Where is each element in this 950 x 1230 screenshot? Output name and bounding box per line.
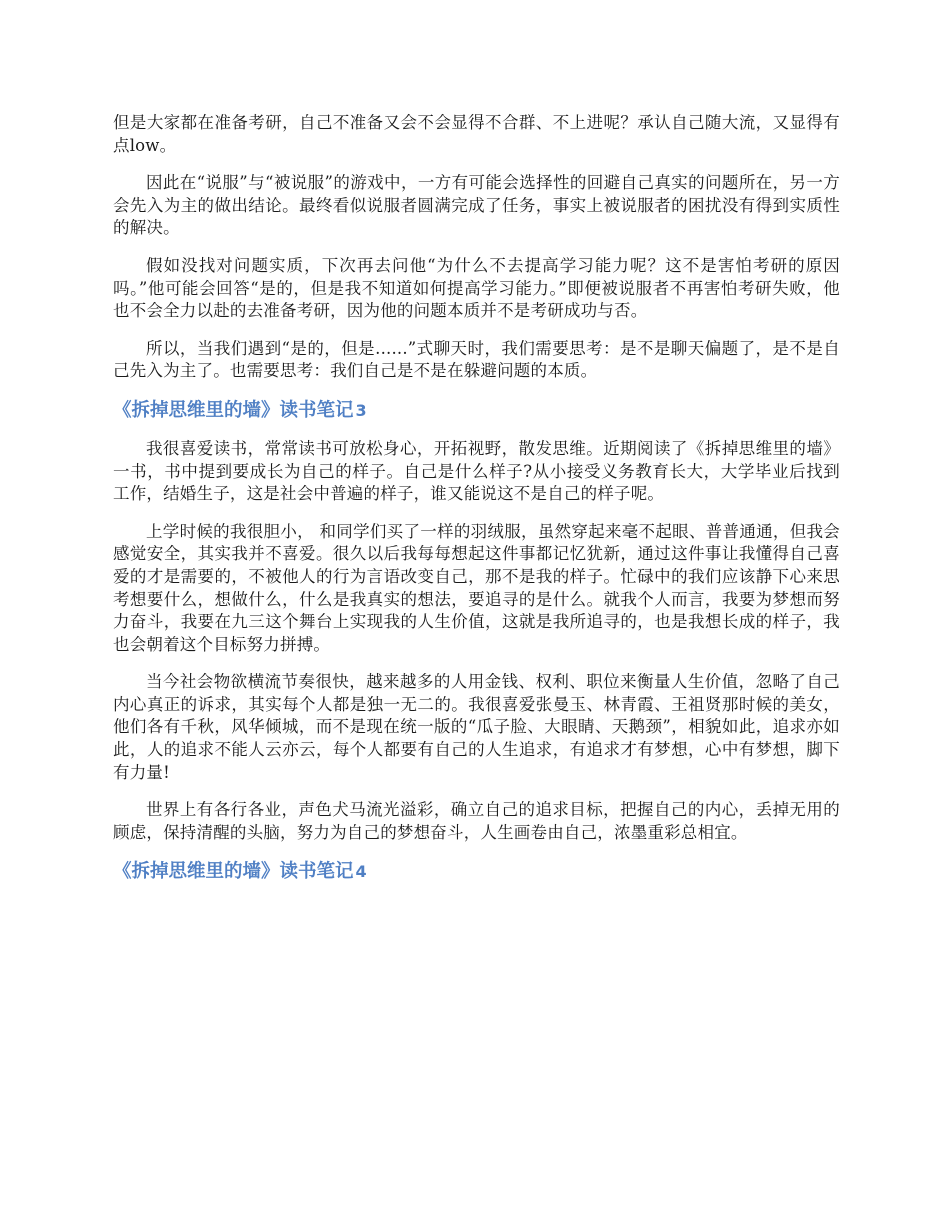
paragraph: 我很喜爱读书，常常读书可放松身心，开拓视野，散发思维。近期阅读了《拆掉思维里的墙》一书，书中提到要成长为自己的样子。自己是什么样子?从小接受义务教育长大，大学毕业后找到工作，结婚生子，这是社会中普遍的样子，谁又能说这不是自己的样子呢。 — [113, 438, 840, 504]
section-heading-4 — [113, 859, 840, 885]
document-page — [113, 112, 840, 899]
heading-number: 3 — [355, 400, 367, 420]
heading-number: 4 — [355, 862, 367, 882]
section-heading-3 — [113, 398, 840, 424]
heading-title: 《拆掉思维里的墙》读书笔记 — [113, 861, 354, 883]
paragraph: 世界上有各行各业，声色犬马流光溢彩，确立自己的追求目标，把握自己的内心，丢掉无用的顾虑，保持清醒的头脑，努力为自己的梦想奋斗，人生画卷由自己，浓墨重彩总相宜。 — [113, 800, 840, 842]
paragraph: 所以，当我们遇到“是的，但是......”式聊天时，我们需要思考：是不是聊天偏题了，是不是自己先入为主了。也需要思考：我们自己是不是在躲避问题的本质。 — [113, 338, 840, 381]
paragraph: 当今社会物欲横流节奏很快，越来越多的人用金钱、权利、职位来衡量人生价值，忽略了自己内心真正的诉求，其实每个人都是独一无二的。我很喜爱张曼玉、林青霞、王祖贤那时候的美女，他们各有千秋，风华倾城，而不是现在统一版的“瓜子脸、大眼睛、天鹅颈”，相貌如此，追求亦如此，人的追求不能人云亦云，每个人都要有自己的人生追求，有追求才有梦想，心中有梦想，脚下有力量! — [113, 672, 840, 782]
paragraph: 上学时候的我很胆小， 和同学们买了一样的羽绒服，虽然穿起来毫不起眼、普普通通，但我会感觉安全，其实我并不喜爱。很久以后我每每想起这件事都记忆犹新，通过这件事让我懂得自己喜爱的才是需要的，不被他人的行为言语改变自己，那不是我的样子。忙碌中的我们应该静下心来思考想要什么，想做什么，什么是我真实的想法，要追寻的是什么。就我个人而言，我要为梦想而努力奋斗，我要在九三这个舞台上实现我的人生价值，这就是我所追寻的，也是我想长成的样子，我也会朝着这个目标努力拼搏。 — [113, 521, 840, 654]
paragraph: 假如没找对问题实质，下次再去问他“为什么不去提高学习能力呢？这不是害怕考研的原因吗。”他可能会回答“是的，但是我不知道如何提高学习能力。”即便被说服者不再害怕考研失败，他也不会全力以赴的去准备考研，因为他的问题本质并不是考研成功与否。 — [113, 255, 840, 321]
paragraph: 但是大家都在准备考研，自己不准备又会不会显得不合群、不上进呢？承认自己随大流，又显得有点low。 — [113, 113, 840, 155]
heading-title: 《拆掉思维里的墙》读书笔记 — [113, 399, 354, 421]
paragraph: 因此在“说服”与“被说服”的游戏中，一方有可能会选择性的回避自己真实的问题所在，另一方会先入为主的做出结论。最终看似说服者圆满完成了任务，事实上被说服者的困扰没有得到实质性的解决。 — [113, 173, 840, 238]
